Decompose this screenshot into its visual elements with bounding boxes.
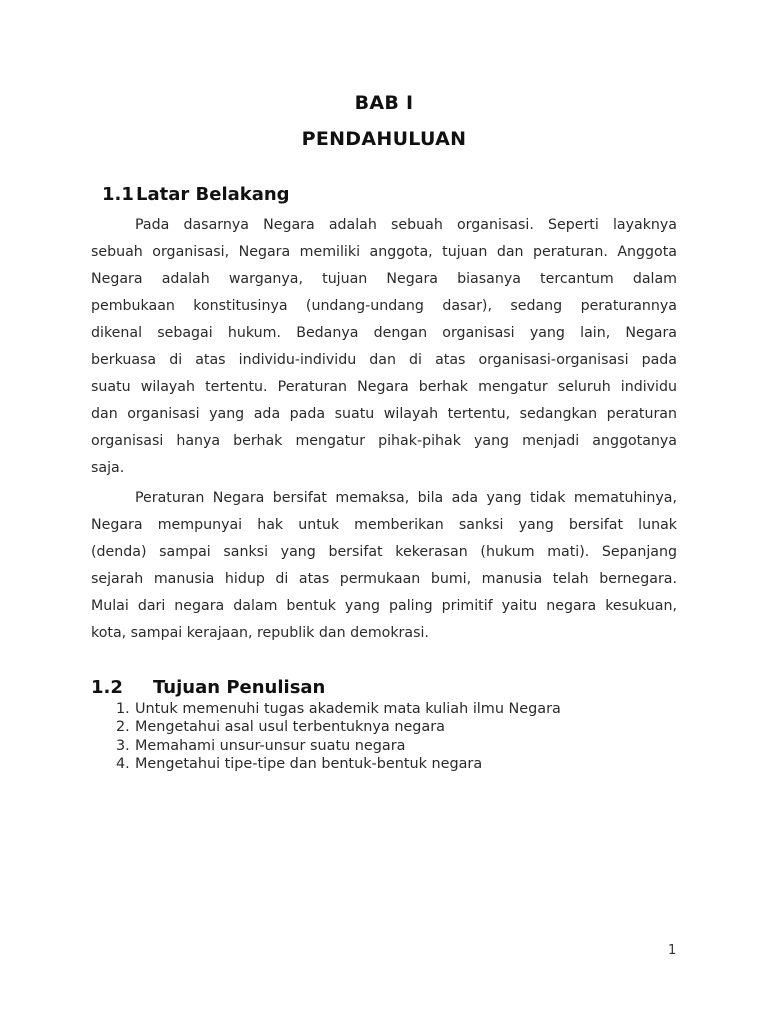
- list-item-text: Untuk memenuhi tugas akademik mata kuliah ilmu Negara: [135, 701, 561, 717]
- paragraph-line: Negara adalah warganya, tujuan Negara biasanya tercantum dalam: [91, 271, 677, 287]
- paragraph-line: (denda) sampai sanksi yang bersifat kekerasan (hukum mati). Sepanjang: [91, 544, 677, 560]
- paragraph-line: Pada dasarnya Negara adalah sebuah organisasi. Seperti layaknya: [135, 217, 677, 233]
- chapter-title: PENDAHULUAN: [301, 128, 467, 150]
- paragraph-line: dan organisasi yang ada pada suatu wilayah tertentu, sedangkan peraturan: [91, 406, 677, 422]
- paragraph-line: organisasi hanya berhak mengatur pihak-pihak yang menjadi anggotanya: [91, 433, 677, 449]
- section-heading-1-2: [91, 677, 325, 698]
- paragraph-line: pembukaan konstitusinya (undang-undang dasar), sedang peraturannya: [91, 298, 677, 314]
- page-number: 1: [668, 943, 677, 958]
- paragraph-line: Peraturan Negara bersifat memaksa, bila ada yang tidak mematuhinya,: [135, 490, 677, 506]
- paragraph-line: sebuah organisasi, Negara memiliki anggota, tujuan dan peraturan. Anggota: [91, 244, 677, 260]
- list-item-number: 3.: [116, 737, 130, 754]
- list-item-number: 2.: [116, 719, 130, 736]
- section-heading-1-1: [102, 184, 290, 205]
- list-item: [116, 755, 561, 773]
- paragraph-2: [91, 485, 677, 647]
- paragraph-line: suatu wilayah tertentu. Peraturan Negara berhak mengatur seluruh individu: [91, 379, 677, 395]
- list-item: [116, 700, 561, 718]
- paragraph-line: dikenal sebagai hukum. Bedanya dengan organisasi yang lain, Negara: [91, 325, 677, 341]
- chapter-number: BAB I: [354, 92, 414, 114]
- section-number: 1.2: [91, 677, 123, 698]
- paragraph-line: sejarah manusia hidup di atas permukaan bumi, manusia telah bernegara.: [91, 571, 677, 587]
- paragraph-line: berkuasa di atas individu-individu dan di atas organisasi-organisasi pada: [91, 352, 677, 368]
- list-item: [116, 737, 561, 755]
- list-item-text: Mengetahui asal usul terbentuknya negara: [135, 719, 445, 736]
- paragraph-line: Mulai dari negara dalam bentuk yang paling primitif yaitu negara kesukuan,: [91, 598, 677, 614]
- paragraph-1: [91, 212, 677, 482]
- list-item: [116, 718, 561, 736]
- list-item-number: 1.: [116, 701, 130, 717]
- section-title: Tujuan Penulisan: [153, 677, 326, 698]
- list-item-text: Memahami unsur-unsur suatu negara: [135, 737, 406, 754]
- paragraph-line: kota, sampai kerajaan, republik dan demokrasi.: [91, 625, 429, 641]
- section-number: 1.1: [102, 184, 134, 205]
- list-item-text: Mengetahui tipe-tipe dan bentuk-bentuk negara: [135, 755, 483, 772]
- section-title: Latar Belakang: [136, 184, 290, 205]
- list-item-number: 4.: [116, 755, 130, 772]
- paragraph-line: saja.: [91, 460, 125, 476]
- paragraph-line: Negara mempunyai hak untuk memberikan sanksi yang bersifat lunak: [91, 517, 677, 533]
- objectives-list: [116, 700, 561, 773]
